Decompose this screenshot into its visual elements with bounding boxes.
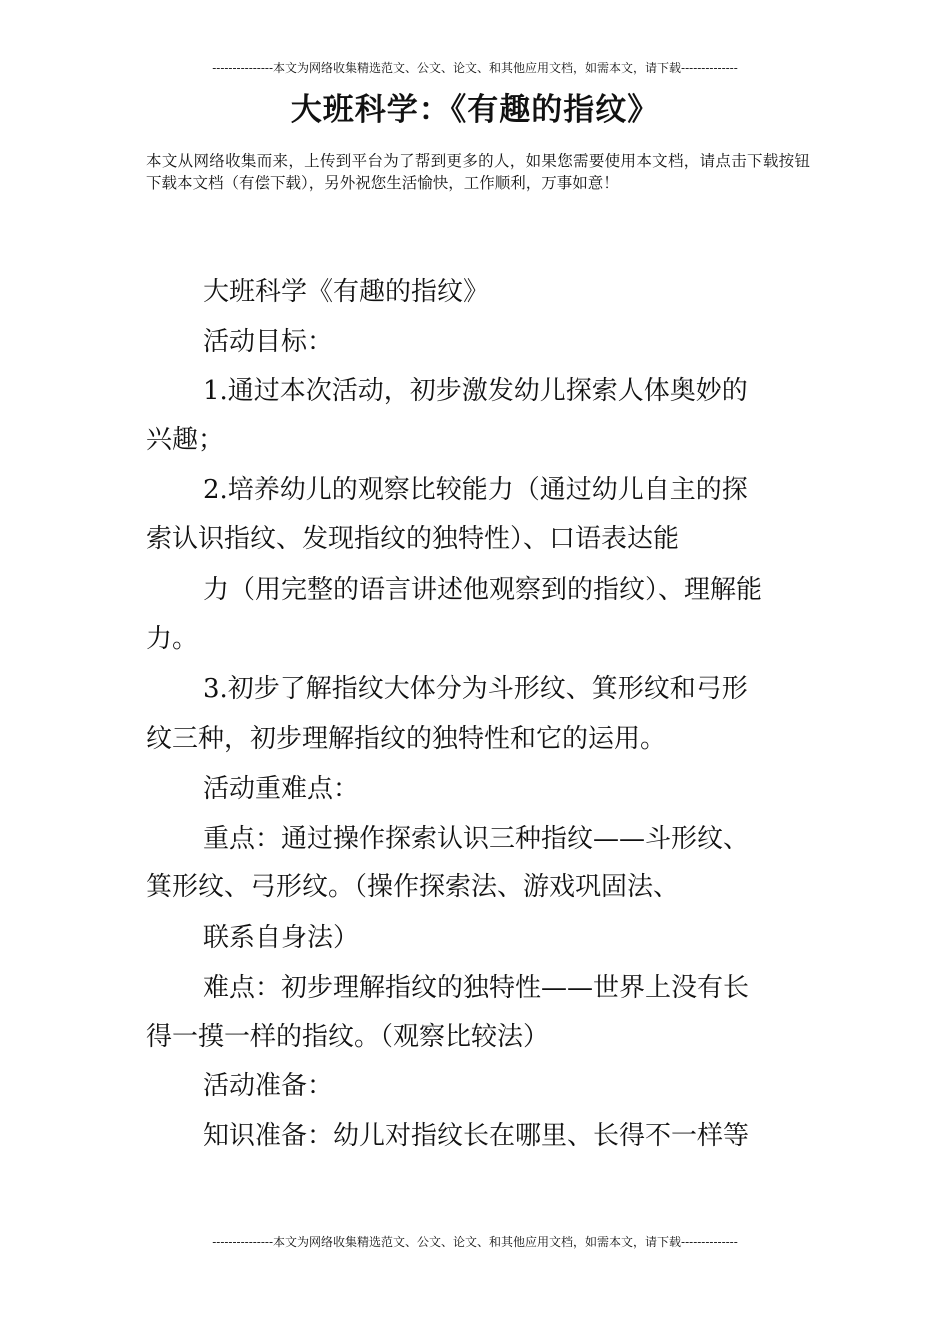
- body-line: 箕形纹、弓形纹。（操作探索法、游戏巩固法、: [146, 872, 680, 902]
- body-line: 难点：初步理解指纹的独特性——世界上没有长: [203, 973, 750, 1003]
- body-line: 2.培养幼儿的观察比较能力（通过幼儿自主的探: [203, 475, 748, 505]
- body-line: 重点：通过操作探索认识三种指纹——斗形纹、: [203, 824, 750, 854]
- body-line: 力（用完整的语言讲述他观察到的指纹）、理解能: [203, 575, 763, 605]
- body-line: 得一摸一样的指纹。（观察比较法）: [146, 1022, 550, 1052]
- body-line: 3.初步了解指纹大体分为斗形纹、箕形纹和弓形: [203, 674, 748, 704]
- body-line: 索认识指纹、发现指纹的独特性）、口语表达能: [146, 524, 680, 554]
- intro-paragraph: 本文从网络收集而来，上传到平台为了帮到更多的人，如果您需要使用本文档，请点击下载按钮下载本文档（有偿下载），另外祝您生活愉快，工作顺利，万事如意！: [146, 152, 810, 192]
- footer-banner: ---------------本文为网络收集精选范文、公文、论文、和其他应用文档，如需本文，请下载--------------: [212, 1235, 738, 1249]
- body-line: 大班科学《有趣的指纹》: [203, 277, 490, 307]
- body-line: 兴趣；: [146, 425, 225, 455]
- header-banner: ---------------本文为网络收集精选范文、公文、论文、和其他应用文档，如需本文，请下载--------------: [212, 61, 738, 75]
- body-line: 知识准备：幼儿对指纹长在哪里、长得不一样等: [203, 1121, 750, 1151]
- body-line: 纹三种，初步理解指纹的独特性和它的运用。: [146, 724, 667, 754]
- body-line: 力。: [146, 624, 199, 654]
- body-line: 活动目标：: [203, 327, 334, 357]
- body-line: 活动准备：: [203, 1071, 334, 1101]
- body-line: 联系自身法）: [203, 923, 360, 953]
- document-title: 大班科学：《有趣的指纹》: [290, 92, 660, 128]
- body-line: 1.通过本次活动，初步激发幼儿探索人体奥妙的: [203, 376, 748, 406]
- body-line: 活动重难点：: [203, 774, 360, 804]
